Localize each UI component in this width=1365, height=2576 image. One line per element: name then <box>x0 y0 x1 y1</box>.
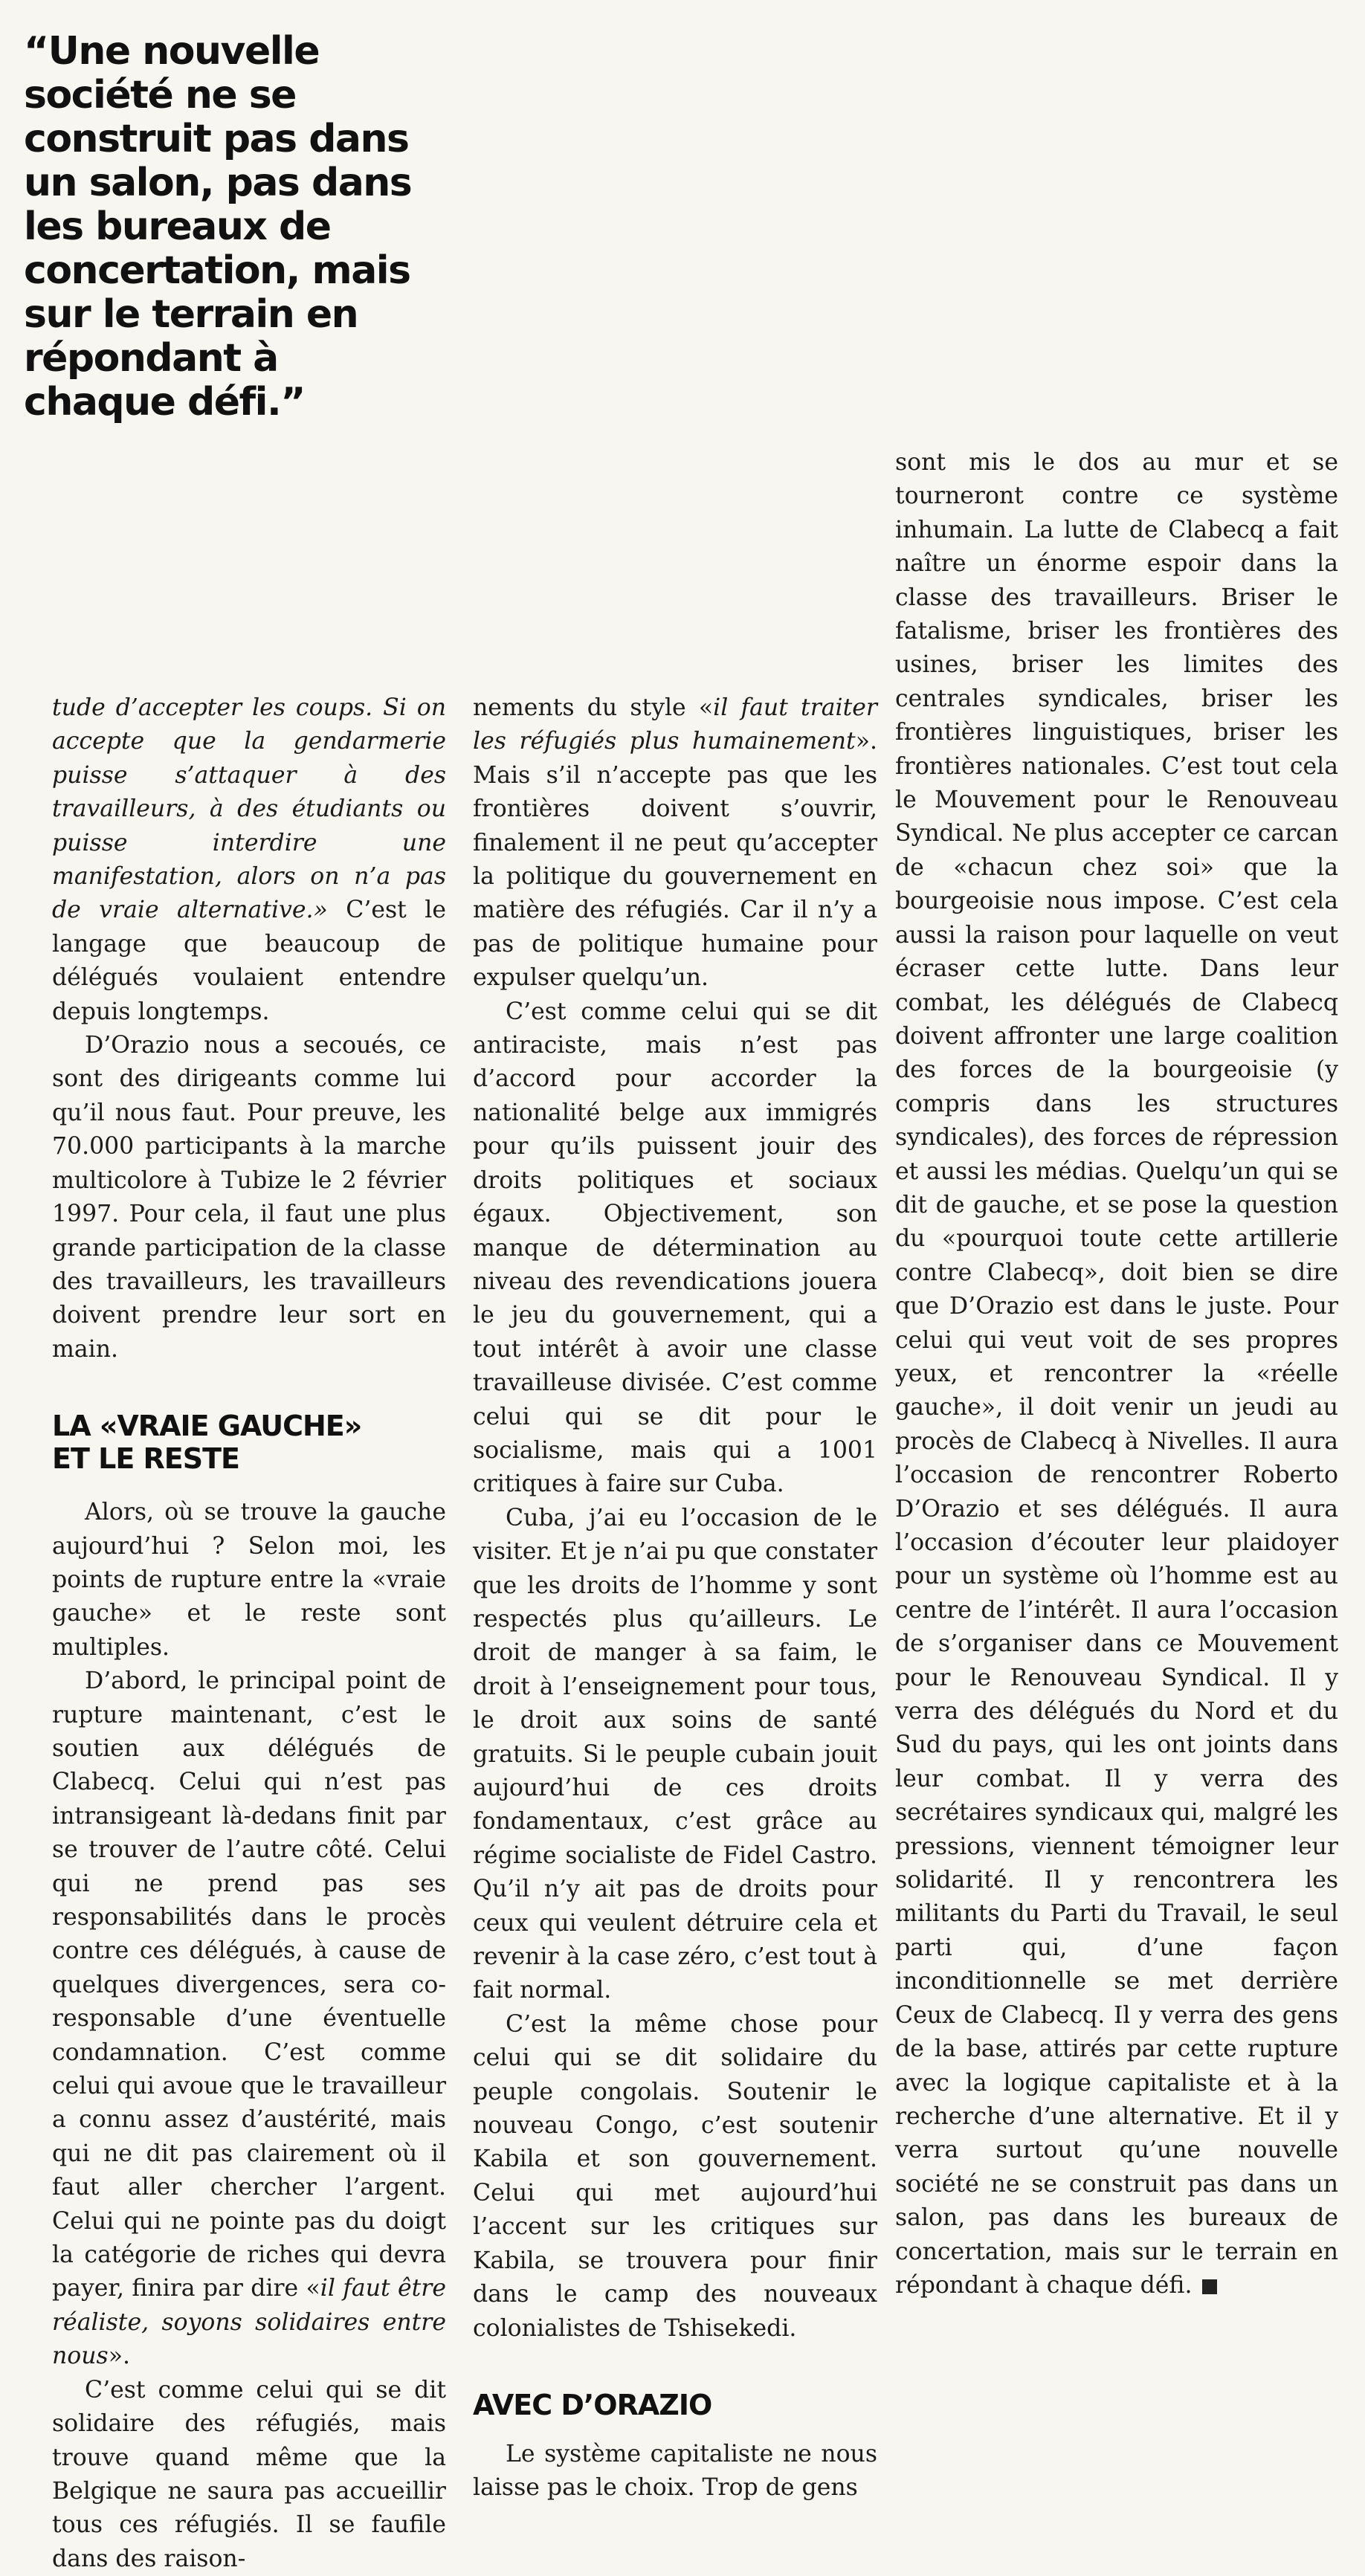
quote-text: il faut traiter les réfugiés plus humainement <box>473 694 877 755</box>
quote-text: tude d’accepter les coups. Si on accepte que la gendarmerie puisse s’attaquer à des travailleurs, à des étudiants ou puisse interdire une manifestation, alors on n’a pas de vraie alternative.» <box>52 694 446 924</box>
quote-text: il faut être réaliste, soyons solidaires entre nous <box>52 2275 446 2370</box>
paragraph-text: nements du style « <box>473 694 714 721</box>
section-heading-avec-dorazio: AVEC D’ORAZIO <box>473 2388 712 2421</box>
paragraph <box>52 691 446 1029</box>
heading-line: ET LE RESTE <box>52 1442 239 1476</box>
section-heading-vraie-gauche <box>52 1410 446 1475</box>
paragraph: Cuba, j’ai eu l’occasion de le visiter. Et je n’ai pu que constater que les droits de l’homme y sont respectés plus qu’ailleurs. Le droit de manger à sa faim, le droit à l’enseignement pour tous, le droit aux soins de santé gratuits. Si le peuple cubain jouit aujourd’hui de ces droits fondamentaux, c’est grâce au régime socialiste de Fidel Castro. Qu’il n’y ait pas de droits pour ceux qui veulent détruire cela et revenir à la case zéro, c’est tout à fait normal. <box>473 1504 877 2004</box>
paragraph: Le système capitaliste ne nous laisse pas le choix. Trop de gens <box>473 2440 877 2502</box>
paragraph-text: sont mis le dos au mur et se tourneront contre ce système inhumain. La lutte de Clabecq a fait naître un énorme espoir dans la classe des travailleurs. Briser le fatalisme, briser les frontières des usines, briser les limites des centrales syndicales, briser les frontières linguistiques, briser les frontières nationales. C’est tout cela le Mouvement pour le Renouveau Syndical. Ne plus accepter ce carcan de «chacun chez soi» que la bourgeoisie nous impose. C’est cela aussi la raison pour laquelle on veut écraser cette lutte. Dans leur combat, les délégués de Clabecq doivent affronter une large coalition des forces de la bourgeoisie (y compris dans les structures syndicales), des forces de répression et aussi les médias. Quelqu’un qui se dit de gauche, et se pose la question du «pourquoi toute cette artillerie contre Clabecq», doit bien se dire que D’Orazio est dans le juste. Pour celui qui veut voit de ses propres yeux, et rencontrer la «réelle gauche», il doit venir un jeudi au procès de Clabecq à Nivelles. Il aura l’occasion de rencontrer Roberto D’Orazio et ses délégués. Il aura l’occasion d’écouter leur plaidoyer pour un système où l’homme est au centre de l’intérêt. Il aura l’occasion de s’organiser dans ce Mouvement pour le Renouveau Syndical. Il y verra des délégués du Nord et du Sud du pays, qui les ont joints dans leur combat. Il y verra des secrétaires syndicaux qui, malgré les pressions, viennent témoigner leur solidarité. Il y rencontrera les militants du Parti du Travail, le seul parti qui, d’une façon inconditionnelle se met derrière Ceux de Clabecq. Il y verra des gens de la base, attirés par cette rupture avec la logique capitaliste et à la recherche d’une alternative. Et il y verra surtout qu’une nouvelle société ne se construit pas dans un salon, pas dans les bureaux de concertation, mais sur le terrain en répondant à chaque défi. <box>895 449 1338 2299</box>
article-column-2 <box>473 691 877 2505</box>
paragraph <box>473 691 877 995</box>
article-column-1 <box>52 691 446 2576</box>
paragraph <box>895 446 1338 2302</box>
paragraph: D’Orazio nous a secoués, ce sont des dirigeants comme lui qu’il nous faut. Pour preuve, les 70.000 participants à la marche multicolore à Tubize le 2 février 1997. Pour cela, il faut une plus grande participation de la classe des travailleurs, les travailleurs doivent prendre leur sort en main. <box>52 1032 446 1363</box>
heading-line: LA «VRAIE GAUCHE» <box>52 1410 362 1443</box>
paragraph-text: D’abord, le principal point de rupture maintenant, c’est le soutien aux délégués de Clabecq. Celui qui n’est pas intransigeant là-dedans finit par se trouver de l’autre côté. Celui qui ne prend pas ses responsabilités dans le procès contre ces délégués, à cause de quelques divergences, sera co-responsable d’une éventuelle condamnation. C’est comme celui qui avoue que le travailleur a connu assez d’austérité, mais qui ne dit pas clairement où il faut aller chercher l’argent. Celui qui ne pointe pas du doigt la catégorie de riches qui devra payer, finira par dire « <box>52 1668 446 2302</box>
paragraph-text: ». Mais s’il n’accepte pas que les frontières doivent s’ouvrir, finalement il ne peut qu’accepter la politique du gouvernement en matière des réfugiés. Car il n’y a pas de politique humaine pour expulser quelqu’un. <box>473 728 877 992</box>
paragraph-text: ». <box>108 2343 131 2370</box>
pull-quote: “Une nouvelle société ne se construit pas dans un salon, pas dans les bureaux de concertation, mais sur le terrain en répondant à chaque défi.” <box>24 29 412 425</box>
article-column-3 <box>895 446 1338 2302</box>
paragraph: C’est comme celui qui se dit solidaire des réfugiés, mais trouve quand même que la Belgique ne saura pas accueillir tous ces réfugiés. Il se faufile dans des raison- <box>52 2376 446 2572</box>
paragraph-text: C’est le langage que beaucoup de délégués voulaient entendre depuis longtemps. <box>52 897 446 1025</box>
paragraph: C’est la même chose pour celui qui se dit solidaire du peuple congolais. Soutenir le nouveau Congo, c’est soutenir Kabila et son gouvernement. Celui qui met aujourd’hui l’accent sur les critiques sur Kabila, se trouvera pour finir dans le camp des nouveaux colonialistes de Tshisekedi. <box>473 2010 877 2342</box>
end-of-article-mark <box>1202 2279 1217 2294</box>
paragraph: C’est comme celui qui se dit antiraciste, mais n’est pas d’accord pour accorder la nationalité belge aux immigrés pour qu’ils puissent jouir des droits politiques et sociaux égaux. Objectivement, son manque de détermination au niveau des revendications jouera le jeu du gouvernement, qui a tout intérêt à avoir une classe travailleuse divisée. C’est comme celui qui se dit pour le socialisme, mais qui a 1001 critiques à faire sur Cuba. <box>473 998 877 1498</box>
paragraph: Alors, où se trouve la gauche aujourd’hui ? Selon moi, les points de rupture entre la «vraie gauche» et le reste sont multiples. <box>52 1499 446 1661</box>
paragraph <box>52 1665 446 2374</box>
